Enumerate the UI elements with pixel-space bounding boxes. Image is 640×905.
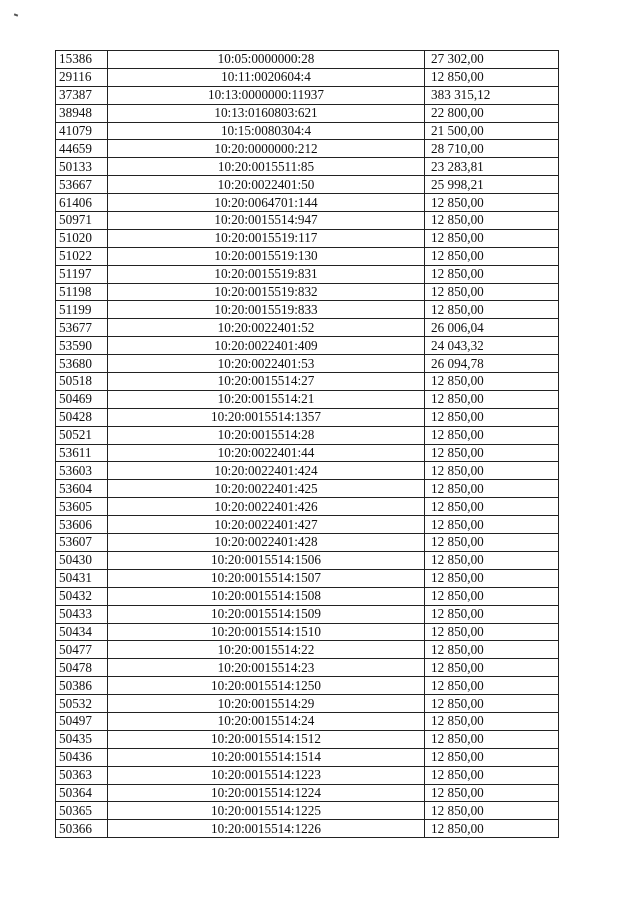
cadastral-number-cell: 10:15:0080304:4 <box>108 122 425 140</box>
cadastral-number-cell: 10:20:0015514:1514 <box>108 748 425 766</box>
row-id-cell: 50363 <box>56 766 108 784</box>
table-row <box>56 695 559 713</box>
value-cell: 12 850,00 <box>425 462 559 480</box>
row-id-cell: 53607 <box>56 534 108 552</box>
cadastral-number-cell: 10:20:0022401:53 <box>108 355 425 373</box>
cadastral-number-cell: 10:20:0015514:1357 <box>108 408 425 426</box>
table-row <box>56 712 559 730</box>
table-row <box>56 301 559 319</box>
row-id-cell: 50364 <box>56 784 108 802</box>
row-id-cell: 53611 <box>56 444 108 462</box>
cadastral-number-cell: 10:20:0022401:427 <box>108 516 425 534</box>
row-id-cell: 50365 <box>56 802 108 820</box>
cadastral-number-cell: 10:20:0022401:424 <box>108 462 425 480</box>
table-row <box>56 319 559 337</box>
table-row <box>56 677 559 695</box>
cadastral-number-cell: 10:20:0015514:21 <box>108 390 425 408</box>
value-cell: 12 850,00 <box>425 498 559 516</box>
cadastral-number-cell: 10:20:0015514:27 <box>108 373 425 391</box>
value-cell: 12 850,00 <box>425 623 559 641</box>
cadastral-number-cell: 10:20:0015514:1509 <box>108 605 425 623</box>
table-row <box>56 748 559 766</box>
row-id-cell: 15386 <box>56 51 108 69</box>
table-row <box>56 569 559 587</box>
cadastral-number-cell: 10:11:0020604:4 <box>108 68 425 86</box>
cadastral-number-cell: 10:20:0015511:85 <box>108 158 425 176</box>
value-cell: 12 850,00 <box>425 301 559 319</box>
value-cell: 22 800,00 <box>425 104 559 122</box>
row-id-cell: 51020 <box>56 229 108 247</box>
cadastral-number-cell: 10:20:0015514:947 <box>108 212 425 230</box>
row-id-cell: 41079 <box>56 122 108 140</box>
value-cell: 12 850,00 <box>425 229 559 247</box>
row-id-cell: 50432 <box>56 587 108 605</box>
row-id-cell: 51022 <box>56 247 108 265</box>
value-cell: 12 850,00 <box>425 551 559 569</box>
row-id-cell: 53606 <box>56 516 108 534</box>
value-cell: 12 850,00 <box>425 802 559 820</box>
cadastral-number-cell: 10:20:0015519:130 <box>108 247 425 265</box>
cadastral-number-cell: 10:20:0022401:52 <box>108 319 425 337</box>
row-id-cell: 50532 <box>56 695 108 713</box>
cadastral-number-cell: 10:20:0015514:1510 <box>108 623 425 641</box>
table-row <box>56 390 559 408</box>
table-row <box>56 86 559 104</box>
table-row <box>56 641 559 659</box>
table-row <box>56 229 559 247</box>
table-row <box>56 587 559 605</box>
table-row <box>56 247 559 265</box>
table-row <box>56 462 559 480</box>
cadastral-number-cell: 10:20:0022401:409 <box>108 337 425 355</box>
value-cell: 12 850,00 <box>425 265 559 283</box>
cadastral-number-cell: 10:20:0015514:1507 <box>108 569 425 587</box>
value-cell: 12 850,00 <box>425 68 559 86</box>
table-row <box>56 194 559 212</box>
row-id-cell: 50478 <box>56 659 108 677</box>
cadastral-number-cell: 10:20:0022401:50 <box>108 176 425 194</box>
cadastral-number-cell: 10:20:0015519:831 <box>108 265 425 283</box>
row-id-cell: 53680 <box>56 355 108 373</box>
cadastral-number-cell: 10:20:0015514:28 <box>108 426 425 444</box>
value-cell: 26 094,78 <box>425 355 559 373</box>
value-cell: 23 283,81 <box>425 158 559 176</box>
row-id-cell: 53605 <box>56 498 108 516</box>
row-id-cell: 50436 <box>56 748 108 766</box>
value-cell: 12 850,00 <box>425 677 559 695</box>
cadastral-number-cell: 10:20:0015514:1506 <box>108 551 425 569</box>
value-cell: 12 850,00 <box>425 212 559 230</box>
value-cell: 12 850,00 <box>425 730 559 748</box>
value-cell: 12 850,00 <box>425 587 559 605</box>
table-row <box>56 426 559 444</box>
row-id-cell: 38948 <box>56 104 108 122</box>
value-cell: 383 315,12 <box>425 86 559 104</box>
table-row <box>56 104 559 122</box>
cadastral-number-cell: 10:20:0015514:22 <box>108 641 425 659</box>
cadastral-number-cell: 10:20:0022401:426 <box>108 498 425 516</box>
cadastral-number-cell: 10:20:0015514:1224 <box>108 784 425 802</box>
value-cell: 12 850,00 <box>425 641 559 659</box>
table-row <box>56 784 559 802</box>
table-row <box>56 212 559 230</box>
table-row <box>56 766 559 784</box>
value-cell: 12 850,00 <box>425 784 559 802</box>
table-row <box>56 122 559 140</box>
table-row <box>56 176 559 194</box>
table-row <box>56 551 559 569</box>
row-id-cell: 50434 <box>56 623 108 641</box>
cadastral-number-cell: 10:20:0015514:23 <box>108 659 425 677</box>
row-id-cell: 50435 <box>56 730 108 748</box>
row-id-cell: 29116 <box>56 68 108 86</box>
value-cell: 21 500,00 <box>425 122 559 140</box>
cadastral-number-cell: 10:20:0015514:1226 <box>108 820 425 838</box>
cadastral-number-cell: 10:20:0015519:833 <box>108 301 425 319</box>
row-id-cell: 44659 <box>56 140 108 158</box>
cadastral-number-cell: 10:20:0015519:832 <box>108 283 425 301</box>
value-cell: 12 850,00 <box>425 283 559 301</box>
value-cell: 24 043,32 <box>425 337 559 355</box>
table-row <box>56 730 559 748</box>
cadastral-number-cell: 10:20:0015514:1223 <box>108 766 425 784</box>
row-id-cell: 37387 <box>56 86 108 104</box>
cadastral-number-cell: 10:20:0015514:1508 <box>108 587 425 605</box>
value-cell: 12 850,00 <box>425 605 559 623</box>
cadastral-number-cell: 10:20:0064701:144 <box>108 194 425 212</box>
table-row <box>56 68 559 86</box>
value-cell: 28 710,00 <box>425 140 559 158</box>
table-row <box>56 408 559 426</box>
value-cell: 12 850,00 <box>425 480 559 498</box>
row-id-cell: 53603 <box>56 462 108 480</box>
row-id-cell: 50433 <box>56 605 108 623</box>
page-mark <box>14 13 18 16</box>
cadastral-number-cell: 10:20:0022401:44 <box>108 444 425 462</box>
row-id-cell: 50469 <box>56 390 108 408</box>
row-id-cell: 50386 <box>56 677 108 695</box>
table-row <box>56 498 559 516</box>
cadastral-number-cell: 10:20:0015519:117 <box>108 229 425 247</box>
row-id-cell: 51197 <box>56 265 108 283</box>
table-row <box>56 337 559 355</box>
value-cell: 12 850,00 <box>425 659 559 677</box>
table-row <box>56 355 559 373</box>
table-row <box>56 373 559 391</box>
value-cell: 12 850,00 <box>425 820 559 838</box>
value-cell: 27 302,00 <box>425 51 559 69</box>
row-id-cell: 53590 <box>56 337 108 355</box>
cadastral-number-cell: 10:20:0000000:212 <box>108 140 425 158</box>
row-id-cell: 50477 <box>56 641 108 659</box>
table-body <box>56 51 559 838</box>
cadastral-number-cell: 10:13:0160803:621 <box>108 104 425 122</box>
table-row <box>56 605 559 623</box>
row-id-cell: 50428 <box>56 408 108 426</box>
cadastral-number-cell: 10:20:0015514:1512 <box>108 730 425 748</box>
value-cell: 12 850,00 <box>425 426 559 444</box>
table-row <box>56 283 559 301</box>
table-row <box>56 623 559 641</box>
table-row <box>56 820 559 838</box>
cadastral-number-cell: 10:13:0000000:11937 <box>108 86 425 104</box>
table-row <box>56 480 559 498</box>
cadastral-number-cell: 10:20:0015514:1250 <box>108 677 425 695</box>
value-cell: 12 850,00 <box>425 712 559 730</box>
registry-table <box>55 50 559 838</box>
row-id-cell: 50366 <box>56 820 108 838</box>
table-row <box>56 659 559 677</box>
value-cell: 12 850,00 <box>425 373 559 391</box>
row-id-cell: 51199 <box>56 301 108 319</box>
value-cell: 12 850,00 <box>425 194 559 212</box>
table-row <box>56 534 559 552</box>
value-cell: 12 850,00 <box>425 444 559 462</box>
value-cell: 12 850,00 <box>425 247 559 265</box>
table-row <box>56 516 559 534</box>
row-id-cell: 50971 <box>56 212 108 230</box>
row-id-cell: 53677 <box>56 319 108 337</box>
cadastral-number-cell: 10:20:0022401:428 <box>108 534 425 552</box>
row-id-cell: 50521 <box>56 426 108 444</box>
value-cell: 12 850,00 <box>425 534 559 552</box>
table-row <box>56 265 559 283</box>
row-id-cell: 50133 <box>56 158 108 176</box>
value-cell: 12 850,00 <box>425 695 559 713</box>
cadastral-number-cell: 10:20:0022401:425 <box>108 480 425 498</box>
table-row <box>56 444 559 462</box>
row-id-cell: 53604 <box>56 480 108 498</box>
cadastral-number-cell: 10:20:0015514:24 <box>108 712 425 730</box>
row-id-cell: 50431 <box>56 569 108 587</box>
cadastral-number-cell: 10:05:0000000:28 <box>108 51 425 69</box>
row-id-cell: 50518 <box>56 373 108 391</box>
value-cell: 12 850,00 <box>425 516 559 534</box>
value-cell: 12 850,00 <box>425 390 559 408</box>
table-row <box>56 140 559 158</box>
row-id-cell: 50497 <box>56 712 108 730</box>
table-row <box>56 802 559 820</box>
row-id-cell: 53667 <box>56 176 108 194</box>
value-cell: 12 850,00 <box>425 569 559 587</box>
value-cell: 12 850,00 <box>425 408 559 426</box>
row-id-cell: 61406 <box>56 194 108 212</box>
table-row <box>56 51 559 69</box>
cadastral-number-cell: 10:20:0015514:29 <box>108 695 425 713</box>
value-cell: 26 006,04 <box>425 319 559 337</box>
row-id-cell: 51198 <box>56 283 108 301</box>
cadastral-number-cell: 10:20:0015514:1225 <box>108 802 425 820</box>
value-cell: 12 850,00 <box>425 766 559 784</box>
table-row <box>56 158 559 176</box>
value-cell: 25 998,21 <box>425 176 559 194</box>
value-cell: 12 850,00 <box>425 748 559 766</box>
row-id-cell: 50430 <box>56 551 108 569</box>
